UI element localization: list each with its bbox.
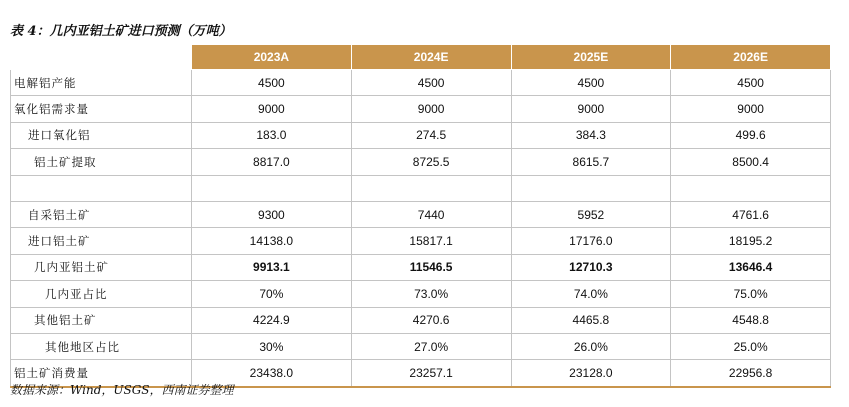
table-row xyxy=(11,96,831,122)
table-row xyxy=(11,70,831,96)
row-label: 氧化铝需求量 xyxy=(11,96,192,122)
header-2025e: 2025E xyxy=(511,45,671,70)
cell: 4270.6 xyxy=(351,307,511,333)
table-row xyxy=(11,281,831,307)
cell xyxy=(351,175,511,201)
cell: 4500 xyxy=(511,70,671,96)
row-label: 进口氧化铝 xyxy=(11,122,192,148)
header-corner xyxy=(11,45,192,70)
cell: 8615.7 xyxy=(511,149,671,175)
cell: 23128.0 xyxy=(511,360,671,387)
cell: 4761.6 xyxy=(671,201,831,227)
row-label: 铝土矿提取 xyxy=(11,149,192,175)
cell: 25.0% xyxy=(671,333,831,359)
cell: 9000 xyxy=(351,96,511,122)
cell: 9000 xyxy=(511,96,671,122)
row-label xyxy=(11,175,192,201)
cell: 9000 xyxy=(671,96,831,122)
header-2026e: 2026E xyxy=(671,45,831,70)
row-label: 自采铝土矿 xyxy=(11,201,192,227)
table-row xyxy=(11,228,831,254)
row-label: 几内亚铝土矿 xyxy=(11,254,192,280)
cell: 7440 xyxy=(351,201,511,227)
row-label: 铝土矿消费量 xyxy=(11,360,192,387)
cell: 499.6 xyxy=(671,122,831,148)
table-title: 表 4：几内亚铝土矿进口预测（万吨） xyxy=(10,24,232,39)
cell: 18195.2 xyxy=(671,228,831,254)
cell: 8725.5 xyxy=(351,149,511,175)
table-row xyxy=(11,122,831,148)
cell: 4224.9 xyxy=(192,307,352,333)
cell: 274.5 xyxy=(351,122,511,148)
forecast-table-container xyxy=(10,44,830,388)
cell: 5952 xyxy=(511,201,671,227)
table-row-highlight xyxy=(11,254,831,280)
cell: 11546.5 xyxy=(351,254,511,280)
cell: 4500 xyxy=(351,70,511,96)
cell: 4548.8 xyxy=(671,307,831,333)
cell: 23257.1 xyxy=(351,360,511,387)
cell: 9000 xyxy=(192,96,352,122)
cell: 384.3 xyxy=(511,122,671,148)
table-row xyxy=(11,333,831,359)
cell: 75.0% xyxy=(671,281,831,307)
cell: 13646.4 xyxy=(671,254,831,280)
cell: 15817.1 xyxy=(351,228,511,254)
row-label: 电解铝产能 xyxy=(11,70,192,96)
cell: 9913.1 xyxy=(192,254,352,280)
row-label: 进口铝土矿 xyxy=(11,228,192,254)
row-label: 几内亚占比 xyxy=(11,281,192,307)
cell xyxy=(671,175,831,201)
cell: 8500.4 xyxy=(671,149,831,175)
cell: 4465.8 xyxy=(511,307,671,333)
table-row xyxy=(11,201,831,227)
cell: 9300 xyxy=(192,201,352,227)
table-row-empty xyxy=(11,175,831,201)
cell: 27.0% xyxy=(351,333,511,359)
table-row xyxy=(11,149,831,175)
header-row xyxy=(11,45,831,70)
header-2023a: 2023A xyxy=(192,45,352,70)
header-2024e: 2024E xyxy=(351,45,511,70)
cell xyxy=(192,175,352,201)
cell: 70% xyxy=(192,281,352,307)
source-note: 数据来源：Wind，USGS，西南证券整理 xyxy=(10,383,234,397)
row-label: 其他铝土矿 xyxy=(11,307,192,333)
cell: 30% xyxy=(192,333,352,359)
cell: 4500 xyxy=(671,70,831,96)
cell: 14138.0 xyxy=(192,228,352,254)
cell: 26.0% xyxy=(511,333,671,359)
cell: 17176.0 xyxy=(511,228,671,254)
cell: 4500 xyxy=(192,70,352,96)
cell: 8817.0 xyxy=(192,149,352,175)
forecast-table xyxy=(10,44,831,388)
cell xyxy=(511,175,671,201)
cell: 183.0 xyxy=(192,122,352,148)
cell: 23438.0 xyxy=(192,360,352,387)
table-row xyxy=(11,307,831,333)
cell: 74.0% xyxy=(511,281,671,307)
row-label: 其他地区占比 xyxy=(11,333,192,359)
cell: 12710.3 xyxy=(511,254,671,280)
cell: 22956.8 xyxy=(671,360,831,387)
cell: 73.0% xyxy=(351,281,511,307)
